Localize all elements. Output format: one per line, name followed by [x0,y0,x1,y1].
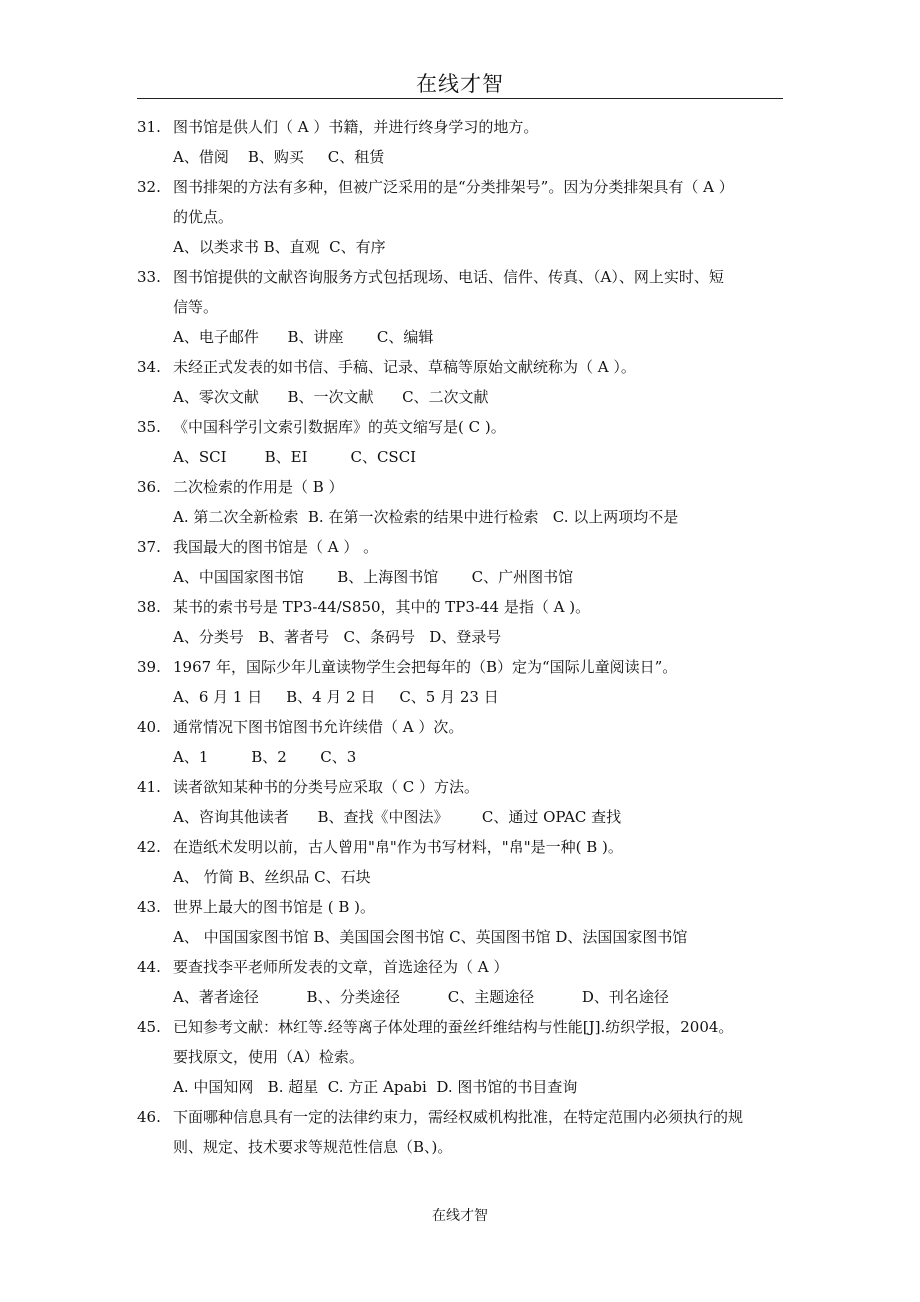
question-text-continued: 信等。 [173,298,219,316]
question-item [137,592,797,652]
answer-options: A、咨询其他读者 B、查找《中图法》 C、通过 OPAC 查找 [173,808,622,826]
question-number: 38. [137,598,161,616]
question-stem [137,652,797,682]
question-text: 某书的索书号是 TP3-44/S850，其中的 TP3-44 是指（ A )。 [173,598,591,616]
question-number: 46. [137,1108,161,1126]
answer-options: A、6 月 1 日 B、4 月 2 日 C、5 月 23 日 [173,688,499,706]
question-stem [137,952,797,982]
question-text: 世界上最大的图书馆是 ( B )。 [173,898,376,916]
question-text: 下面哪种信息具有一定的法律约束力，需经权威机构批准，在特定范围内必须执行的规 [173,1108,744,1126]
question-number: 31. [137,118,161,136]
question-number: 36. [137,478,161,496]
question-item [137,1102,797,1162]
question-text-continued: 则、规定、技术要求等规范性信息（B、)。 [173,1138,453,1156]
question-number: 45. [137,1018,161,1036]
question-item [137,472,797,532]
question-item [137,652,797,712]
question-text: 读者欲知某种书的分类号应采取（ C ）方法。 [173,778,480,796]
question-number: 41. [137,778,161,796]
answer-options: A、电子邮件 B、讲座 C、编辑 [173,328,434,346]
answer-options: A、SCI B、EI C、CSCI [173,448,417,466]
question-item [137,352,797,412]
question-item [137,412,797,472]
answer-options: A、以类求书 B、直观 C、有序 [173,238,386,256]
answer-options: A、 中国国家图书馆 B、美国国会图书馆 C、英国图书馆 D、法国国家图书馆 [173,928,688,946]
question-item [137,712,797,772]
question-number: 40. [137,718,161,736]
question-number: 44. [137,958,161,976]
question-text: 未经正式发表的如书信、手稿、记录、草稿等原始文献统称为（ A ）。 [173,358,636,376]
question-text: 图书馆是供人们（ A ）书籍，并进行终身学习的地方。 [173,118,539,136]
question-text: 二次检索的作用是（ B ） [173,478,344,496]
page-footer: 在线才智 [432,1208,488,1224]
question-text: 1967 年，国际少年儿童读物学生会把每年的（B）定为“国际儿童阅读日”。 [173,658,678,676]
question-stem [137,712,797,742]
question-number: 33. [137,268,161,286]
question-item [137,892,797,952]
question-number: 34. [137,358,161,376]
answer-options: A. 中国知网 B. 超星 C. 方正 Apabi D. 图书馆的书目查询 [173,1078,578,1096]
page-header [137,62,783,99]
answer-options: A. 第二次全新检索 B. 在第一次检索的结果中进行检索 C. 以上两项均不是 [173,508,679,526]
question-number: 43. [137,898,161,916]
question-text: 我国最大的图书馆是（ A ） 。 [173,538,379,556]
answer-options: A、零次文献 B、一次文献 C、二次文献 [173,388,489,406]
question-number: 39. [137,658,161,676]
question-stem [137,1012,797,1042]
question-text-continued: 要找原文，使用（A）检索。 [173,1048,364,1066]
answer-options: A、中国国家图书馆 B、上海图书馆 C、广州图书馆 [173,568,574,586]
question-stem [137,532,797,562]
question-number: 42. [137,838,161,856]
question-number: 32. [137,178,161,196]
question-item [137,1012,797,1102]
question-text-continued: 的优点。 [173,208,234,226]
question-item [137,172,797,262]
question-stem [137,892,797,922]
question-stem [137,772,797,802]
question-stem [137,592,797,622]
answer-options: A、借阅 B、购买 C、租赁 [173,148,385,166]
question-stem [137,262,797,292]
question-item [137,952,797,1012]
question-item [137,532,797,592]
question-text: 《中国科学引文索引数据库》的英文缩写是( C )。 [173,418,506,436]
question-stem [137,352,797,382]
answer-options: A、著者途径 B、、分类途径 C、主题途径 D、刊名途径 [173,988,669,1006]
question-text: 通常情况下图书馆图书允许续借（ A ）次。 [173,718,464,736]
answer-options: A、 竹简 B、丝织品 C、石块 [173,868,371,886]
question-stem [137,472,797,502]
question-list [137,112,797,1162]
question-text: 图书排架的方法有多种，但被广泛采用的是“分类排架号”。因为分类排架具有（ A ） [173,178,734,196]
question-stem [137,412,797,442]
header-title: 在线才智 [416,72,504,96]
question-item [137,112,797,172]
question-item [137,832,797,892]
question-stem [137,832,797,862]
question-text: 已知参考文献：林红等.经等离子体处理的蚕丝纤维结构与性能[J].纺织学报，2004。 [173,1018,734,1036]
question-text: 图书馆提供的文献咨询服务方式包括现场、电话、信件、传真、（A）、网上实时、短 [173,268,724,286]
question-stem [137,172,797,202]
question-text: 要查找李平老师所发表的文章，首选途径为（ A ） [173,958,509,976]
question-text: 在造纸术发明以前，古人曾用"帛"作为书写材料，"帛"是一种( B )。 [173,838,623,856]
question-item [137,772,797,832]
question-stem [137,1102,797,1132]
question-number: 37. [137,538,161,556]
question-number: 35. [137,418,161,436]
answer-options: A、1 B、2 C、3 [173,748,357,766]
question-item [137,262,797,352]
answer-options: A、分类号 B、著者号 C、条码号 D、登录号 [173,628,502,646]
question-stem [137,112,797,142]
